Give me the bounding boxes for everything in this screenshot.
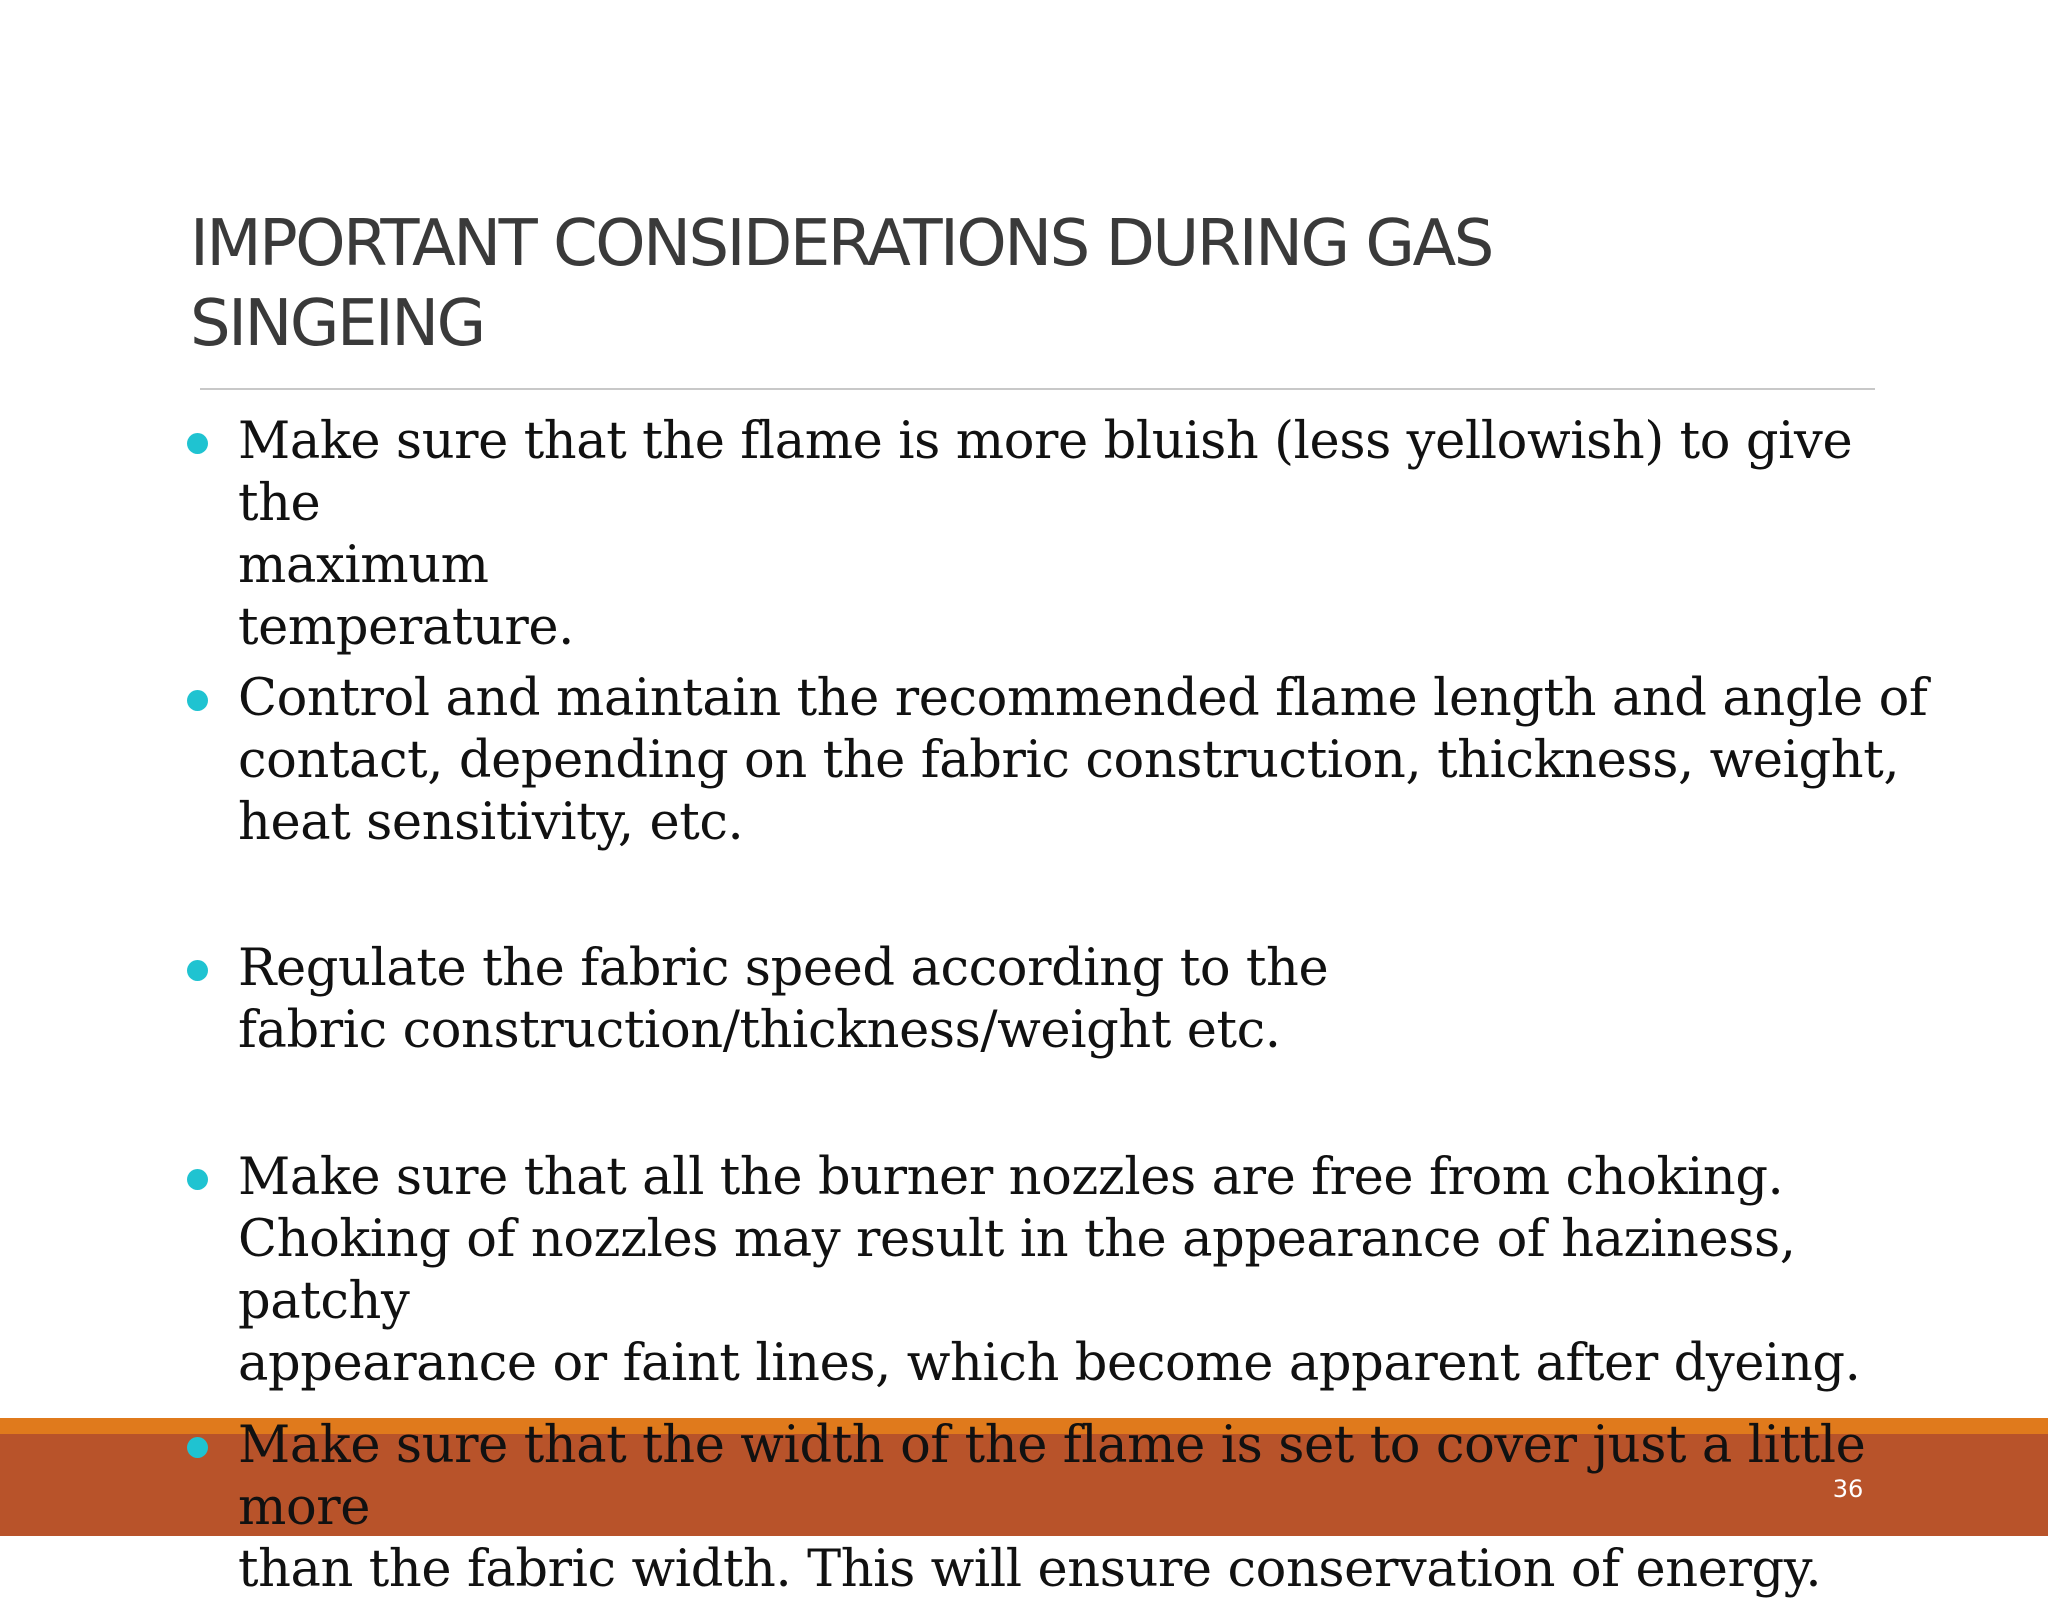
page-number: 36 (1832, 1475, 1864, 1503)
bullet-text: Regulate the fabric speed according to the fabric construction/thickness/weight etc. (238, 939, 1329, 1060)
bullet-text: Make sure that the width of the flame is set to cover just a little more than the fabric width. This will ensure conservation of energy. (238, 1416, 1866, 1599)
slide-title: IMPORTANT CONSIDERATIONS DURING GAS SINGEING (190, 207, 1492, 361)
title-divider (200, 388, 1875, 390)
bullet-text: Make sure that the flame is more bluish (less yellowish) to give the maximum temperature. (238, 412, 1853, 657)
bullet-text: Control and maintain the recommended flame length and angle of contact, depending on the fabric construction, thickness, weight, heat sensitivity, etc. (238, 669, 1928, 852)
bullet-text: Make sure that all the burner nozzles are free from choking. Choking of nozzles may result in the appearance of haziness, patchy appearance or faint lines, which become apparent after dyeing. (238, 1148, 1861, 1393)
bullet-marker-icon (187, 960, 208, 981)
bullet-marker-icon (187, 1437, 208, 1458)
bullet-marker-icon (187, 690, 208, 711)
bullet-marker-icon (187, 433, 208, 454)
bullet-marker-icon (187, 1169, 208, 1190)
